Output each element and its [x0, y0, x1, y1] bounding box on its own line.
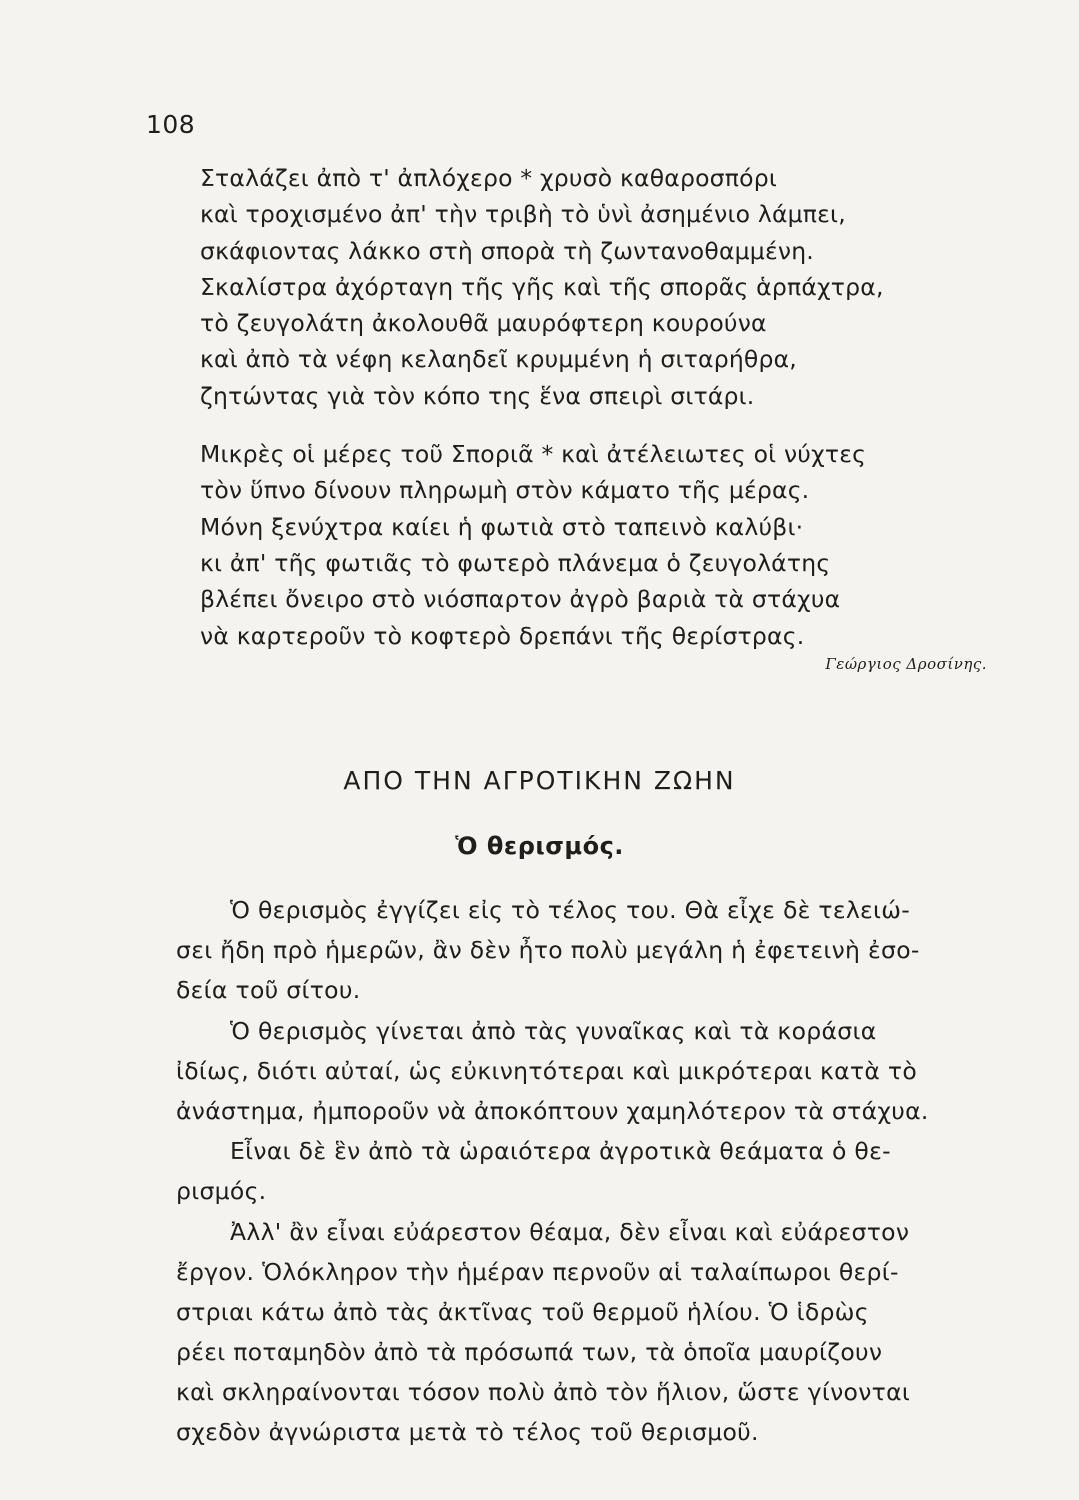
section-title: ΑΠΟ ΤΗΝ ΑΓΡΟΤΙΚΗΝ ΖΩΗΝ	[343, 766, 736, 795]
page-number: 108	[146, 110, 196, 139]
section-subtitle: Ὁ θερισμός.	[455, 832, 624, 860]
prose-line: σχεδὸν ἀγνώριστα μετὰ τὸ τέλος τοῦ θερισμοῦ.	[176, 1418, 759, 1447]
prose-line: δεία τοῦ σίτου.	[176, 976, 361, 1005]
poem-line: καὶ ἀπὸ τὰ νέφη κελαηδεῖ κρυμμένη ἡ σιταρήθρα,	[200, 345, 797, 374]
poem-stanza-1	[200, 160, 1020, 414]
poem-line: κι ἀπ' τῆς φωτιᾶς τὸ φωτερὸ πλάνεμα ὁ ζευγολάτης	[200, 548, 831, 577]
prose-line: στριαι κάτω ἀπὸ τὰς ἀκτῖνας τοῦ θερμοῦ ἡλίου. Ὁ ἱδρὼς	[176, 1297, 869, 1326]
poem-author: Γεώργιος Δροσίνης.	[825, 655, 987, 673]
prose-line: ἀνάστημα, ἠμποροῦν νὰ ἀποκόπτουν χαμηλότερον τὰ στάχυα.	[176, 1096, 929, 1125]
prose-line: ρισμός.	[176, 1177, 267, 1206]
poem-line: Σκαλίστρα ἀχόρταγη τῆς γῆς καὶ τῆς σπορᾶς ἁρπάχτρα,	[200, 272, 884, 301]
poem-line: καὶ τροχισμένο ἀπ' τὴν τριβὴ τὸ ὑνὶ ἀσημένιο λάμπει,	[200, 200, 846, 229]
prose-line: Ὁ θερισμὸς ἐγγίζει εἰς τὸ τέλος του. Θὰ εἶχε δὲ τελειώ-	[230, 896, 911, 924]
prose-line: ἰδίως, διότι αὐταί, ὡς εὐκινητότεραι καὶ μικρότεραι κατὰ τὸ	[176, 1056, 918, 1085]
prose-line: Εἶναι δὲ ἓν ἀπὸ τὰ ὡραιότερα ἀγροτικὰ θεάματα ὁ θε-	[230, 1137, 891, 1166]
poem-line: ζητώντας γιὰ τὸν κόπο της ἕνα σπειρὶ σιτάρι.	[200, 381, 755, 410]
poem-line: Μόνη ξενύχτρα καίει ἡ φωτιὰ στὸ ταπεινὸ καλύβι·	[200, 512, 804, 541]
poem-line: Σταλάζει ἀπὸ τ' ἀπλόχερο * χρυσὸ καθαροσπόρι	[200, 164, 777, 192]
poem-line: τὸν ὕπνο δίνουν πληρωμὴ στὸν κάματο τῆς μέρας.	[200, 476, 810, 505]
prose-line: σει ἤδη πρὸ ἡμερῶν, ἂν δὲν ἦτο πολὺ μεγάλη ἡ ἐφετεινὴ ἐσο-	[176, 936, 920, 965]
poem-line: νὰ καρτεροῦν τὸ κοφτερὸ δρεπάνι τῆς θερίστρας.	[200, 621, 805, 650]
prose-line: Ἀλλ' ἂν εἶναι εὐάρεστον θέαμα, δὲν εἶναι καὶ εὐάρεστον	[230, 1217, 910, 1246]
prose-line: καὶ σκληραίνονται τόσον πολὺ ἀπὸ τὸν ἥλιον, ὥστε γίνονται	[176, 1378, 911, 1407]
poem-line: Μικρὲς οἱ μέρες τοῦ Σποριᾶ * καὶ ἀτέλειωτες οἱ νύχτες	[200, 440, 867, 469]
poem-line: σκάφιοντας λάκκο στὴ σπορὰ τὴ ζωντανοθαμμένη.	[200, 236, 814, 265]
poem	[200, 160, 1020, 676]
prose-line: ἔργον. Ὁλόκληρον τὴν ἡμέραν περνοῦν αἱ ταλαίπωροι θερί-	[176, 1257, 899, 1286]
poem-line: βλέπει ὄνειρο στὸ νιόσπαρτον ἀγρὸ βαριὰ τὰ στάχυα	[200, 585, 841, 614]
poem-stanza-2	[200, 436, 1020, 654]
poem-line: τὸ ζευγολάτη ἀκολουθᾶ μαυρόφτερη κουρούνα	[200, 309, 767, 338]
prose-line: Ὁ θερισμὸς γίνεται ἀπὸ τὰς γυναῖκας καὶ τὰ κοράσια	[230, 1016, 877, 1045]
prose-line: ρέει ποταμηδὸν ἀπὸ τὰ πρόσωπά των, τὰ ὁποῖα μαυρίζουν	[176, 1338, 883, 1367]
prose-text	[176, 890, 1016, 1453]
